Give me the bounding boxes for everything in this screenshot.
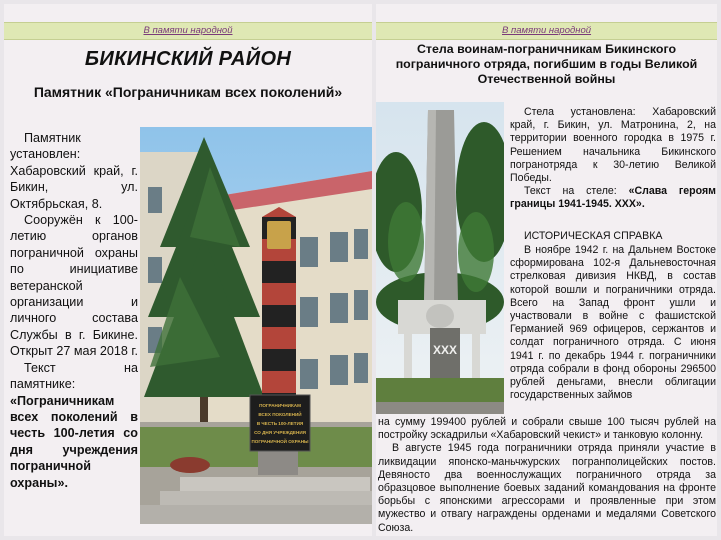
left-page	[4, 4, 372, 536]
right-title: Стела воинам-пограничникам Бикинского пограничного отряда, погибшим в годы Великой Отечественной войны	[395, 42, 698, 86]
plaque-line-1: ПОГРАНИЧНИКАМ	[259, 403, 301, 408]
stele-photo	[376, 102, 504, 414]
history-continuation: на сумму 199400 рублей и собрали свыше 100 тысяч рублей на постройку эскадрильи «Хабаровский чекист» и танковую колонну.	[378, 416, 716, 442]
stele-mark: XXX	[432, 343, 458, 357]
left-header-text: В памяти народной	[143, 25, 233, 36]
history-text: В ноябре 1942 г. на Дальнем Востоке сформирована 102-я Дальневосточная стрелковая дивизия НКВД, в состав которой вошли и пограничники отряда. Всего на Запад фронт ушли и участвовали в войне с фашистской Германией 969 офицеров, сержантов и солдат пограничного отряда. С июня 1941 г. по декабрь 1944 г. пограничники отряда собрали в фонд обороны 296500 рублей деньгами, внесли облигации государственных займов	[510, 244, 716, 402]
august-1945-paragraph: В августе 1945 года пограничники отряда приняли участие в ликвидации японско-маньчжурских погранполицейских постов. Девяносто два военнослужащих пограничного отряда за образцовое выполнение боевых заданий командования на фронте борьбы с японскими агрессорами и проявленные при этом мужество и отвагу награждены орденами и медалями Советского Союза.	[378, 442, 716, 534]
right-intro-text	[510, 106, 716, 212]
right-bottom-text	[378, 416, 716, 535]
right-para-inscription	[510, 185, 716, 211]
left-para-address: Памятник установлен: Хабаровский край, г. Бикин, ул. Октябрьская, 8.	[10, 131, 138, 211]
right-inscription-quote: «Слава героям границы 1941-1945. XXX».	[510, 185, 716, 211]
right-inscription-lead: Текст на стеле:	[524, 185, 629, 198]
left-inscription-lead: Текст на памятнике:	[10, 360, 138, 392]
plaque-line-5: ПОГРАНИЧНОЙ ОХРАНЫ	[251, 439, 309, 444]
left-header-band	[4, 22, 372, 40]
left-title: БИКИНСКИЙ РАЙОН	[84, 48, 292, 70]
left-inscription-quote: «Пограничникам всех поколений в честь 100-летия со дня учреждения пограничной охраны».	[10, 393, 138, 490]
monument-photo	[140, 127, 372, 524]
right-header-text: В памяти народной	[502, 25, 592, 36]
plaque-line-3: В ЧЕСТЬ 100-ЛЕТИЯ	[256, 421, 304, 426]
right-page	[376, 4, 717, 536]
right-para-address: Стела установлена: Хабаровский край, г. Бикин, ул. Матронина, 2, на территории военного городка в 1975 г. Решением начальника Бикинского погранотряда к 30-летию Великой Победы.	[510, 106, 716, 185]
plaque-line-4: СО ДНЯ УЧРЕЖДЕНИЯ	[254, 430, 306, 435]
left-body-text	[10, 130, 138, 491]
right-header-band	[376, 22, 717, 40]
plaque-line-2: ВСЕХ ПОКОЛЕНИЙ	[258, 412, 302, 417]
left-para-built: Сооружён к 100-летию органов пограничной охраны по инициативе ветеранской организации и личного состава Службы в г. Бикине. Открыт 27 мая 2018 г.	[10, 213, 138, 359]
left-subtitle: Памятник «Пограничникам всех поколений»	[33, 84, 343, 100]
history-heading: ИСТОРИЧЕСКАЯ СПРАВКА	[524, 230, 663, 242]
left-para-inscription	[10, 360, 138, 491]
